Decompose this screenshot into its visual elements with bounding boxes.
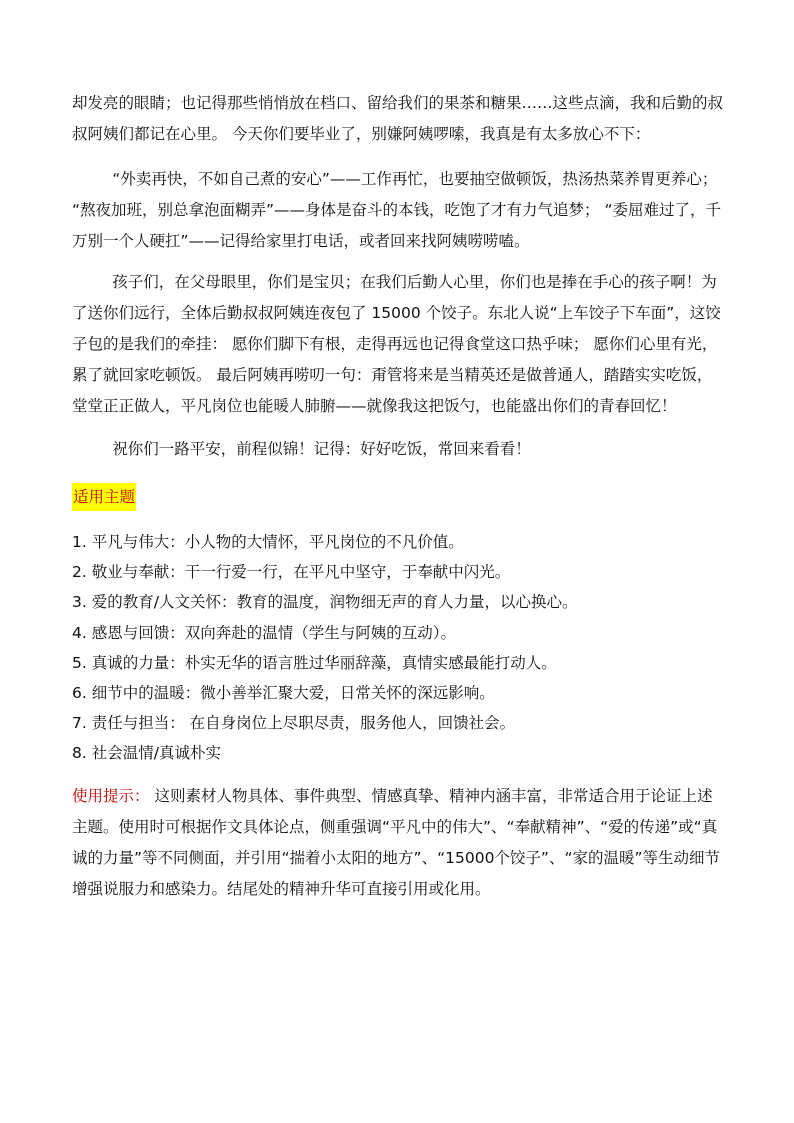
topics-heading: 适用主题 [72, 483, 136, 511]
list-item: 5. 真诚的力量：朴实无华的语言胜过华丽辞藻，真情实感最能打动人。 [72, 653, 557, 672]
usage-tip [72, 781, 724, 905]
list-item: 8. 社会温情/真诚朴实 [72, 744, 221, 763]
usage-tip-body: 这则素材人物具体、事件典型、情感真挚、精神内涵丰富，非常适合用于论证上述主题。使用时可根据作文具体论点，侧重强调“平凡中的伟大”、“奉献精神”、“爱的传递”或“真诚的力量”等不同侧面，并引用“揣着小太阳的地方”、“15000个饺子”、“家的温暖”等生动细节增强说服力和感染力。结尾处的精神升华可直接引用或化用。 [72, 786, 721, 898]
list-item: 2. 敬业与奉献：干一行爱一行，在平凡中坚守，于奉献中闪光。 [72, 563, 511, 582]
paragraph-dumplings: 孩子们，在父母眼里，你们是宝贝；在我们后勤人心里，你们也是捧在手心的孩子啊！为了送你们远行，全体后勤叔叔阿姨连夜包了 15000 个饺子。东北人说“上车饺子下车面”，这饺子包的是我们的牵挂： 愿你们脚下有根，走得再远也记得食堂这口热乎味； 愿你们心里有光，累了就回家吃顿饭。 最后阿姨再唠叨一句：甭管将来是当精英还是做普通人，踏踏实实吃饭，堂堂正正做人，平凡岗位也能暖人肺腑——就像我这把饭勺，也能盛出你们的青春回忆！ [72, 273, 721, 415]
usage-tip-label: 使用提示： [72, 786, 150, 805]
list-item: 7. 责任与担当： 在自身岗位上尽职尽责，服务他人，回馈社会。 [72, 714, 516, 733]
topic-list [72, 527, 724, 769]
list-item: 1. 平凡与伟大：小人物的大情怀，平凡岗位的不凡价值。 [72, 533, 464, 551]
list-item: 4. 感恩与回馈：双向奔赴的温情（学生与阿姨的互动）。 [72, 623, 456, 642]
list-item: 6. 细节中的温暖：微小善举汇聚大爱，日常关怀的深远影响。 [72, 684, 495, 703]
paragraph-farewell: 祝你们一路平安，前程似锦！记得：好好吃饭，常回来看看！ [112, 440, 531, 458]
paragraph-advice: “外卖再快，不如自己煮的安心”——工作再忙，也要抽空做顿饭，热汤热菜养胃更养心； “熬夜加班，别总拿泡面糊弄”——身体是奋斗的本钱，吃饱了才有力气追梦； “委屈难过了，千万别一个人硬扛”——记得给家里打电话，或者回来找阿姨唠唠嗑。 [72, 170, 722, 250]
list-item: 3. 爱的教育/人文关怀：教育的温度，润物细无声的育人力量，以心换心。 [72, 593, 578, 612]
paragraph-memories: 却发亮的眼睛；也记得那些悄悄放在档口、留给我们的果茶和糖果……这些点滴，我和后勤的叔叔阿姨们都记在心里。 今天你们要毕业了，别嫌阿姨啰嗦，我真是有太多放心不下： [72, 94, 724, 143]
